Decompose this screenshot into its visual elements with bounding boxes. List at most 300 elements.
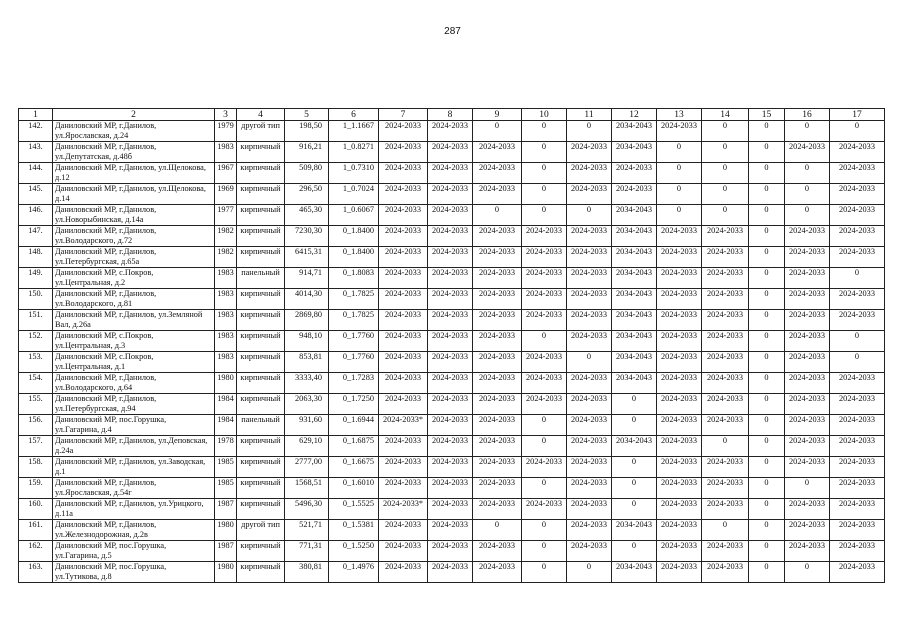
period-c11-cell: 2024-2033	[567, 520, 612, 541]
priority-code-cell: 1_1.1667	[329, 121, 379, 142]
area-cell: 2777,00	[285, 457, 329, 478]
priority-code-cell: 1_0.6067	[329, 205, 379, 226]
wall-material-cell: кирпичный	[237, 184, 285, 205]
column-header: 7	[379, 109, 428, 121]
column-header: 2	[53, 109, 215, 121]
period-c11-cell: 0	[567, 352, 612, 373]
table-row	[19, 247, 885, 268]
period-c7-cell: 2024-2033	[379, 331, 428, 352]
period-c13-cell: 2024-2033	[657, 562, 702, 583]
wall-material-cell: другой тип	[237, 121, 285, 142]
priority-code-cell: 1_0.7310	[329, 163, 379, 184]
period-c16-cell: 2024-2033	[785, 268, 830, 289]
address-cell: Даниловский МР, г.Данилов, ул.Ярославская, д.54г	[53, 478, 215, 499]
wall-material-cell: кирпичный	[237, 394, 285, 415]
period-c7-cell: 2024-2033	[379, 541, 428, 562]
period-c12-cell: 0	[612, 499, 657, 520]
period-c15-cell: 0	[749, 457, 785, 478]
priority-code-cell: 1_0.7024	[329, 184, 379, 205]
period-c12-cell: 0	[612, 415, 657, 436]
table-row	[19, 541, 885, 562]
year-built-cell: 1979	[215, 121, 237, 142]
period-c9-cell: 0	[473, 520, 522, 541]
table-row	[19, 121, 885, 142]
area-cell: 509,80	[285, 163, 329, 184]
period-c13-cell: 0	[657, 163, 702, 184]
period-c8-cell: 2024-2033	[428, 394, 473, 415]
header-row	[19, 109, 885, 121]
period-c13-cell: 2024-2033	[657, 226, 702, 247]
area-cell: 914,71	[285, 268, 329, 289]
wall-material-cell: кирпичный	[237, 499, 285, 520]
wall-material-cell: кирпичный	[237, 331, 285, 352]
period-c8-cell: 2024-2033	[428, 268, 473, 289]
column-header: 11	[567, 109, 612, 121]
address-cell: Даниловский МР, г.Данилов, ул.Щелокова, д.12	[53, 163, 215, 184]
period-c7-cell: 2024-2033	[379, 436, 428, 457]
table-row	[19, 289, 885, 310]
period-c8-cell: 2024-2033	[428, 541, 473, 562]
year-built-cell: 1967	[215, 163, 237, 184]
column-header: 4	[237, 109, 285, 121]
period-c15-cell: 0	[749, 268, 785, 289]
period-c13-cell: 2024-2033	[657, 352, 702, 373]
period-c16-cell: 2024-2033	[785, 142, 830, 163]
area-cell: 296,50	[285, 184, 329, 205]
period-c8-cell: 2024-2033	[428, 289, 473, 310]
year-built-cell: 1982	[215, 247, 237, 268]
period-c7-cell: 2024-2033	[379, 310, 428, 331]
period-c14-cell: 2024-2033	[702, 478, 749, 499]
period-c15-cell: 0	[749, 394, 785, 415]
priority-code-cell: 1_0.8271	[329, 142, 379, 163]
address-cell: Даниловский МР, пос.Горушка, ул.Гагарина, д.5	[53, 541, 215, 562]
priority-code-cell: 0_1.5381	[329, 520, 379, 541]
wall-material-cell: кирпичный	[237, 478, 285, 499]
period-c8-cell: 2024-2033	[428, 478, 473, 499]
period-c7-cell: 2024-2033	[379, 373, 428, 394]
period-c15-cell: 0	[749, 331, 785, 352]
table-row	[19, 478, 885, 499]
priority-code-cell: 0_1.5525	[329, 499, 379, 520]
period-c11-cell: 2024-2033	[567, 268, 612, 289]
area-cell: 5496,30	[285, 499, 329, 520]
row-number-cell: 150.	[19, 289, 53, 310]
period-c10-cell: 0	[522, 520, 567, 541]
period-c14-cell: 0	[702, 142, 749, 163]
period-c9-cell: 2024-2033	[473, 142, 522, 163]
period-c9-cell: 0	[473, 121, 522, 142]
row-number-cell: 151.	[19, 310, 53, 331]
period-c11-cell: 0	[567, 562, 612, 583]
area-cell: 931,60	[285, 415, 329, 436]
period-c16-cell: 2024-2033	[785, 520, 830, 541]
period-c14-cell: 0	[702, 163, 749, 184]
period-c7-cell: 2024-2033	[379, 478, 428, 499]
page-number: 287	[444, 26, 461, 37]
table-row	[19, 142, 885, 163]
address-cell: Даниловский МР, пос.Горушка, ул.Тутикова, д.8	[53, 562, 215, 583]
year-built-cell: 1980	[215, 373, 237, 394]
period-c8-cell: 2024-2033	[428, 436, 473, 457]
period-c9-cell: 2024-2033	[473, 415, 522, 436]
period-c13-cell: 2024-2033	[657, 499, 702, 520]
period-c7-cell: 2024-2033	[379, 268, 428, 289]
year-built-cell: 1983	[215, 352, 237, 373]
address-cell: Даниловский МР, г.Данилов, ул.Земляной Вал, д.26а	[53, 310, 215, 331]
period-c11-cell: 2024-2033	[567, 331, 612, 352]
period-c14-cell: 0	[702, 184, 749, 205]
column-header: 8	[428, 109, 473, 121]
period-c10-cell: 0	[522, 562, 567, 583]
priority-code-cell: 0_1.8400	[329, 247, 379, 268]
period-c9-cell: 2024-2033	[473, 310, 522, 331]
period-c10-cell: 2024-2033	[522, 247, 567, 268]
period-c8-cell: 2024-2033	[428, 457, 473, 478]
period-c9-cell: 2024-2033	[473, 184, 522, 205]
period-c9-cell: 2024-2033	[473, 331, 522, 352]
period-c11-cell: 2024-2033	[567, 436, 612, 457]
wall-material-cell: кирпичный	[237, 226, 285, 247]
period-c16-cell: 0	[785, 562, 830, 583]
period-c12-cell: 2034-2043	[612, 268, 657, 289]
row-number-cell: 152.	[19, 331, 53, 352]
period-c14-cell: 0	[702, 436, 749, 457]
address-cell: Даниловский МР, с.Покров, ул.Центральная, д.1	[53, 352, 215, 373]
period-c8-cell: 2024-2033	[428, 163, 473, 184]
period-c17-cell: 2024-2033	[830, 226, 885, 247]
table-row	[19, 373, 885, 394]
area-cell: 1568,51	[285, 478, 329, 499]
year-built-cell: 1982	[215, 226, 237, 247]
period-c14-cell: 2024-2033	[702, 352, 749, 373]
period-c11-cell: 2024-2033	[567, 142, 612, 163]
period-c9-cell: 2024-2033	[473, 352, 522, 373]
wall-material-cell: кирпичный	[237, 541, 285, 562]
area-cell: 2063,30	[285, 394, 329, 415]
period-c17-cell: 2024-2033	[830, 184, 885, 205]
period-c12-cell: 2034-2043	[612, 520, 657, 541]
period-c7-cell: 2024-2033	[379, 352, 428, 373]
area-cell: 3333,40	[285, 373, 329, 394]
period-c10-cell: 2024-2033	[522, 457, 567, 478]
period-c9-cell: 2024-2033	[473, 499, 522, 520]
period-c13-cell: 2024-2033	[657, 373, 702, 394]
period-c12-cell: 0	[612, 457, 657, 478]
area-cell: 4014,30	[285, 289, 329, 310]
period-c14-cell: 2024-2033	[702, 226, 749, 247]
row-number-cell: 154.	[19, 373, 53, 394]
period-c12-cell: 0	[612, 478, 657, 499]
year-built-cell: 1980	[215, 562, 237, 583]
period-c13-cell: 2024-2033	[657, 247, 702, 268]
period-c10-cell: 2024-2033	[522, 499, 567, 520]
period-c15-cell: 0	[749, 436, 785, 457]
wall-material-cell: кирпичный	[237, 163, 285, 184]
period-c15-cell: 0	[749, 373, 785, 394]
area-cell: 629,10	[285, 436, 329, 457]
row-number-cell: 157.	[19, 436, 53, 457]
table-row	[19, 268, 885, 289]
period-c12-cell: 0	[612, 541, 657, 562]
period-c8-cell: 2024-2033	[428, 247, 473, 268]
period-c9-cell: 2024-2033	[473, 289, 522, 310]
priority-code-cell: 0_1.6010	[329, 478, 379, 499]
address-cell: Даниловский МР, с.Покров, ул.Центральная, д.3	[53, 331, 215, 352]
period-c8-cell: 2024-2033	[428, 499, 473, 520]
row-number-cell: 146.	[19, 205, 53, 226]
period-c11-cell: 2024-2033	[567, 184, 612, 205]
year-built-cell: 1985	[215, 457, 237, 478]
column-header: 10	[522, 109, 567, 121]
table-row	[19, 352, 885, 373]
period-c7-cell: 2024-2033	[379, 121, 428, 142]
column-header: 6	[329, 109, 379, 121]
row-number-cell: 144.	[19, 163, 53, 184]
period-c15-cell: 0	[749, 142, 785, 163]
period-c8-cell: 2024-2033	[428, 415, 473, 436]
period-c10-cell: 0	[522, 415, 567, 436]
period-c16-cell: 0	[785, 184, 830, 205]
wall-material-cell: панельный	[237, 268, 285, 289]
period-c14-cell: 2024-2033	[702, 394, 749, 415]
wall-material-cell: кирпичный	[237, 205, 285, 226]
period-c13-cell: 0	[657, 142, 702, 163]
period-c7-cell: 2024-2033*	[379, 499, 428, 520]
period-c9-cell: 2024-2033	[473, 394, 522, 415]
wall-material-cell: кирпичный	[237, 436, 285, 457]
period-c16-cell: 0	[785, 478, 830, 499]
priority-code-cell: 0_1.8400	[329, 226, 379, 247]
period-c9-cell: 2024-2033	[473, 562, 522, 583]
priority-code-cell: 0_1.7283	[329, 373, 379, 394]
period-c10-cell: 2024-2033	[522, 352, 567, 373]
row-number-cell: 145.	[19, 184, 53, 205]
period-c11-cell: 2024-2033	[567, 394, 612, 415]
period-c9-cell: 2024-2033	[473, 541, 522, 562]
period-c12-cell: 2034-2043	[612, 205, 657, 226]
address-cell: Даниловский МР, г.Данилов, ул.Ярославская, д.24	[53, 121, 215, 142]
period-c15-cell: 0	[749, 205, 785, 226]
period-c11-cell: 2024-2033	[567, 247, 612, 268]
period-c16-cell: 0	[785, 205, 830, 226]
area-cell: 465,30	[285, 205, 329, 226]
period-c12-cell: 2034-2043	[612, 226, 657, 247]
period-c9-cell: 2024-2033	[473, 373, 522, 394]
period-c10-cell: 0	[522, 541, 567, 562]
priority-code-cell: 0_1.6875	[329, 436, 379, 457]
address-cell: Даниловский МР, г.Данилов, ул.Железнодорожная, д.2в	[53, 520, 215, 541]
address-cell: Даниловский МР, г.Данилов, ул.Депутатская, д.48б	[53, 142, 215, 163]
period-c9-cell: 2024-2033	[473, 268, 522, 289]
period-c8-cell: 2024-2033	[428, 226, 473, 247]
row-number-cell: 149.	[19, 268, 53, 289]
period-c8-cell: 2024-2033	[428, 331, 473, 352]
address-cell: Даниловский МР, г.Данилов, ул.Володарского, д.64	[53, 373, 215, 394]
period-c13-cell: 2024-2033	[657, 268, 702, 289]
period-c13-cell: 2024-2033	[657, 121, 702, 142]
period-c12-cell: 2034-2043	[612, 289, 657, 310]
period-c13-cell: 2024-2033	[657, 415, 702, 436]
column-header: 5	[285, 109, 329, 121]
priority-code-cell: 0_1.7760	[329, 352, 379, 373]
period-c9-cell: 2024-2033	[473, 247, 522, 268]
period-c17-cell: 2024-2033	[830, 310, 885, 331]
period-c15-cell: 0	[749, 184, 785, 205]
period-c17-cell: 2024-2033	[830, 478, 885, 499]
year-built-cell: 1984	[215, 415, 237, 436]
period-c17-cell: 2024-2033	[830, 205, 885, 226]
period-c17-cell: 2024-2033	[830, 457, 885, 478]
period-c17-cell: 2024-2033	[830, 247, 885, 268]
table-row	[19, 415, 885, 436]
period-c12-cell: 0	[612, 394, 657, 415]
wall-material-cell: другой тип	[237, 520, 285, 541]
period-c15-cell: 0	[749, 163, 785, 184]
period-c17-cell: 2024-2033	[830, 541, 885, 562]
period-c16-cell: 2024-2033	[785, 541, 830, 562]
priority-code-cell: 0_1.4976	[329, 562, 379, 583]
period-c15-cell: 0	[749, 520, 785, 541]
period-c10-cell: 0	[522, 121, 567, 142]
period-c7-cell: 2024-2033	[379, 226, 428, 247]
area-cell: 916,21	[285, 142, 329, 163]
row-number-cell: 156.	[19, 415, 53, 436]
period-c15-cell: 0	[749, 247, 785, 268]
period-c17-cell: 2024-2033	[830, 289, 885, 310]
period-c12-cell: 2034-2043	[612, 310, 657, 331]
period-c17-cell: 0	[830, 352, 885, 373]
year-built-cell: 1983	[215, 289, 237, 310]
table-row	[19, 562, 885, 583]
period-c16-cell: 2024-2033	[785, 289, 830, 310]
period-c16-cell: 2024-2033	[785, 226, 830, 247]
period-c9-cell: 2024-2033	[473, 163, 522, 184]
period-c10-cell: 0	[522, 436, 567, 457]
period-c10-cell: 2024-2033	[522, 310, 567, 331]
table-row	[19, 394, 885, 415]
period-c16-cell: 2024-2033	[785, 352, 830, 373]
wall-material-cell: кирпичный	[237, 247, 285, 268]
year-built-cell: 1987	[215, 499, 237, 520]
wall-material-cell: панельный	[237, 415, 285, 436]
period-c14-cell: 0	[702, 520, 749, 541]
period-c9-cell: 2024-2033	[473, 226, 522, 247]
period-c15-cell: 0	[749, 499, 785, 520]
period-c16-cell: 2024-2033	[785, 247, 830, 268]
period-c7-cell: 2024-2033	[379, 142, 428, 163]
period-c11-cell: 2024-2033	[567, 310, 612, 331]
period-c11-cell: 2024-2033	[567, 226, 612, 247]
period-c17-cell: 0	[830, 268, 885, 289]
area-cell: 7230,30	[285, 226, 329, 247]
period-c9-cell: 0	[473, 205, 522, 226]
period-c13-cell: 2024-2033	[657, 457, 702, 478]
table-row	[19, 226, 885, 247]
housing-register-table	[18, 108, 885, 583]
period-c10-cell: 2024-2033	[522, 268, 567, 289]
year-built-cell: 1983	[215, 268, 237, 289]
period-c15-cell: 0	[749, 226, 785, 247]
period-c12-cell: 2034-2043	[612, 247, 657, 268]
area-cell: 853,81	[285, 352, 329, 373]
period-c17-cell: 2024-2033	[830, 562, 885, 583]
year-built-cell: 1985	[215, 478, 237, 499]
period-c14-cell: 2024-2033	[702, 268, 749, 289]
period-c16-cell: 2024-2033	[785, 415, 830, 436]
period-c8-cell: 2024-2033	[428, 142, 473, 163]
area-cell: 380,81	[285, 562, 329, 583]
period-c12-cell: 2034-2043	[612, 436, 657, 457]
row-number-cell: 155.	[19, 394, 53, 415]
period-c17-cell: 2024-2033	[830, 142, 885, 163]
period-c11-cell: 2024-2033	[567, 289, 612, 310]
period-c17-cell: 2024-2033	[830, 415, 885, 436]
period-c16-cell: 2024-2033	[785, 457, 830, 478]
period-c7-cell: 2024-2033	[379, 562, 428, 583]
period-c8-cell: 2024-2033	[428, 373, 473, 394]
period-c7-cell: 2024-2033	[379, 247, 428, 268]
period-c17-cell: 2024-2033	[830, 373, 885, 394]
priority-code-cell: 0_1.5250	[329, 541, 379, 562]
year-built-cell: 1983	[215, 310, 237, 331]
period-c11-cell: 2024-2033	[567, 457, 612, 478]
table-row	[19, 499, 885, 520]
row-number-cell: 160.	[19, 499, 53, 520]
column-header: 12	[612, 109, 657, 121]
address-cell: Даниловский МР, г.Данилов, ул.Заводская, д.1	[53, 457, 215, 478]
priority-code-cell: 0_1.8083	[329, 268, 379, 289]
priority-code-cell: 0_1.7760	[329, 331, 379, 352]
address-cell: Даниловский МР, г.Данилов, ул.Новорыбинская, д.14а	[53, 205, 215, 226]
year-built-cell: 1983	[215, 331, 237, 352]
table-row	[19, 331, 885, 352]
period-c17-cell: 2024-2033	[830, 520, 885, 541]
period-c12-cell: 2034-2043	[612, 121, 657, 142]
period-c7-cell: 2024-2033	[379, 520, 428, 541]
address-cell: Даниловский МР, г.Данилов, ул.Володарского, д.81	[53, 289, 215, 310]
address-cell: Даниловский МР, г.Данилов, ул.Петербургская, д.94	[53, 394, 215, 415]
row-number-cell: 148.	[19, 247, 53, 268]
row-number-cell: 162.	[19, 541, 53, 562]
period-c12-cell: 2034-2043	[612, 373, 657, 394]
row-number-cell: 163.	[19, 562, 53, 583]
period-c11-cell: 2024-2033	[567, 373, 612, 394]
period-c11-cell: 0	[567, 205, 612, 226]
period-c14-cell: 2024-2033	[702, 541, 749, 562]
period-c15-cell: 0	[749, 541, 785, 562]
area-cell: 6415,31	[285, 247, 329, 268]
column-header: 3	[215, 109, 237, 121]
period-c14-cell: 0	[702, 205, 749, 226]
period-c11-cell: 2024-2033	[567, 478, 612, 499]
period-c10-cell: 2024-2033	[522, 289, 567, 310]
period-c10-cell: 2024-2033	[522, 226, 567, 247]
row-number-cell: 147.	[19, 226, 53, 247]
period-c14-cell: 2024-2033	[702, 499, 749, 520]
priority-code-cell: 0_1.7825	[329, 310, 379, 331]
column-header: 9	[473, 109, 522, 121]
row-number-cell: 158.	[19, 457, 53, 478]
period-c14-cell: 2024-2033	[702, 457, 749, 478]
period-c12-cell: 2034-2043	[612, 562, 657, 583]
column-header: 14	[702, 109, 749, 121]
period-c10-cell: 0	[522, 205, 567, 226]
column-header: 15	[749, 109, 785, 121]
area-cell: 948,10	[285, 331, 329, 352]
wall-material-cell: кирпичный	[237, 310, 285, 331]
row-number-cell: 159.	[19, 478, 53, 499]
